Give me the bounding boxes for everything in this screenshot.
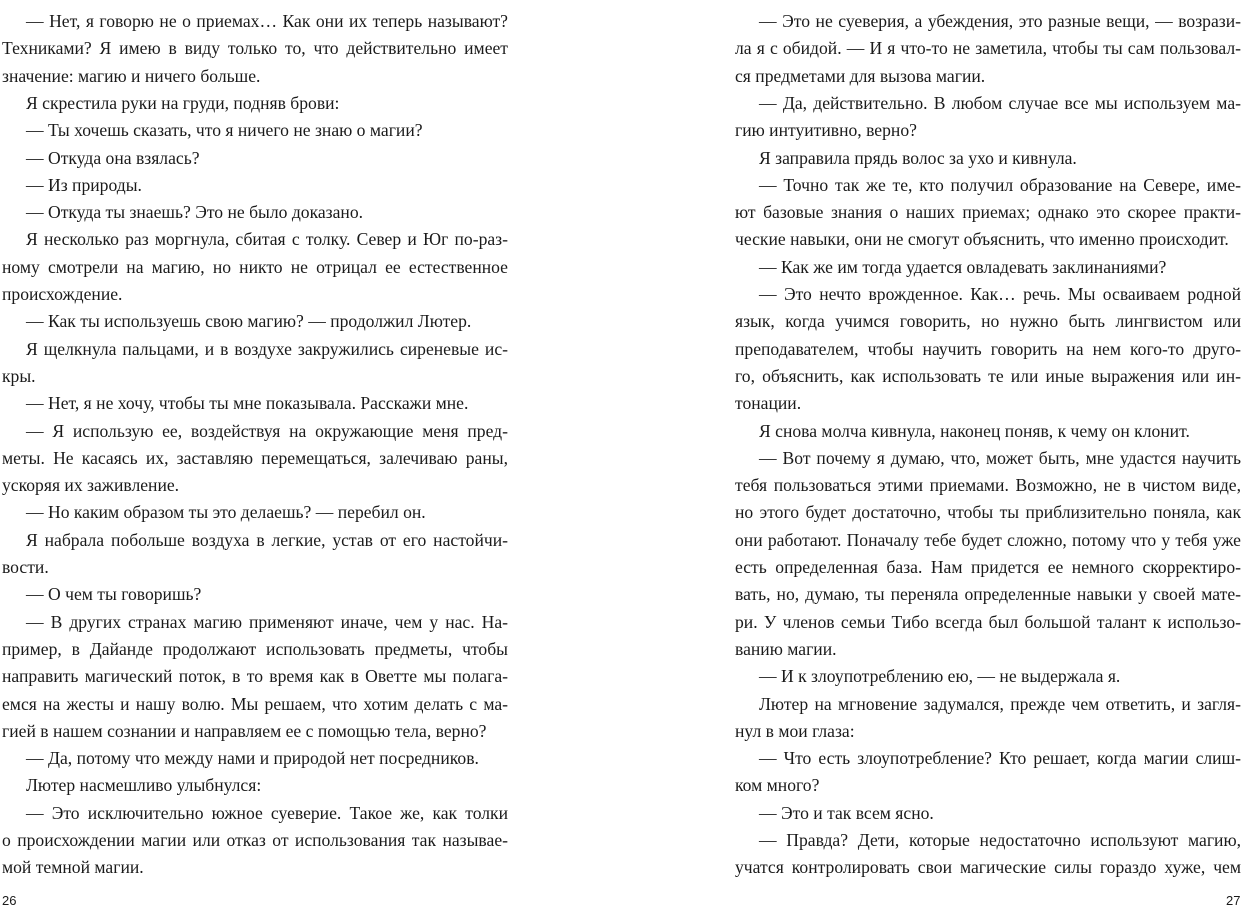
left-page-text-line: кры. (2, 365, 36, 386)
right-page-text-line: язык, когда учимся говорить, но нужно быть лингвистом или (735, 311, 1241, 332)
left-page-text-line: Техниками? Я имею в виду только то, что действительно имеет (2, 38, 508, 59)
left-page-text-line: вости. (2, 557, 49, 577)
left-page-text-line: мой темной магии. (2, 857, 144, 878)
right-page-text-line: — Как же им тогда удается овладевать заклинаниями? (759, 256, 1167, 277)
right-page-text-line: го, объяснить, как использовать те или иные выражения или ин- (735, 365, 1241, 386)
left-page-text-line: — Из природы. (26, 174, 142, 195)
right-page-text-line: ют базовые знания о наших приемах; однако это скорее практи- (735, 202, 1241, 223)
left-page-text-line: — Это исключительно южное суеверие. Такое же, как толки (26, 802, 508, 823)
right-page-text-line: — Правда? Дети, которые недостаточно используют магию, (759, 830, 1241, 850)
right-page-text-line: Я снова молча кивнула, наконец поняв, к чему он клонит. (759, 420, 1190, 441)
left-page-text-line: ускоряя их заживление. (2, 475, 180, 496)
right-page-text-line: тебя пользоваться этими приемами. Возможно, не в чистом виде, (735, 475, 1241, 496)
right-page-text-line: тонации. (735, 393, 802, 414)
left-page-text-line: — Нет, я не хочу, чтобы ты мне показывала. Расскажи мне. (26, 393, 469, 414)
left-page-text-line: — Но каким образом ты это делаешь? — перебил он. (26, 502, 426, 523)
left-page-text-line: о происхождении магии или отказ от использования так называе- (2, 830, 508, 850)
left-page-text-line: направить магический поток, в то время как в Оветте мы полага- (2, 666, 508, 687)
right-page-text-line: ла я с обидой. — И я что-то не заметила, чтобы ты сам пользовал- (735, 38, 1241, 59)
right-page-text-line: — Это и так всем ясно. (759, 802, 934, 823)
right-page (735, 0, 1241, 908)
right-page-text-line: ри. У членов семьи Тибо всегда был большой талант к использо- (735, 611, 1241, 632)
left-page-text-line: — Ты хочешь сказать, что я ничего не знаю о магии? (26, 120, 423, 141)
left-page (2, 0, 508, 908)
left-page-text-line: Я скрестила руки на груди, подняв брови: (26, 92, 340, 113)
right-page-text-line: ческие навыки, они не смогут объяснить, что именно происходит. (735, 229, 1229, 250)
right-page-text-line: гию интуитивно, верно? (735, 120, 917, 141)
right-page-text-line: преподавателем, чтобы научить говорить на нем кого-то друго- (735, 338, 1241, 359)
right-page-text-line: есть определенная база. Нам придется ее немного скорректиро- (735, 557, 1241, 577)
right-page-text-line: — Да, действительно. В любом случае все мы используем ма- (759, 92, 1241, 113)
right-page-text-line: — И к злоупотреблению ею, — не выдержала я. (759, 666, 1121, 687)
right-page-text-line: учатся контролировать свои магические силы гораздо хуже, чем (735, 857, 1241, 878)
right-page-text-line: они работают. Поначалу тебе будет сложно, потому что у тебя уже (735, 529, 1241, 550)
left-page-text-line: — Как ты используешь свою магию? — продолжил Лютер. (26, 311, 472, 332)
left-page-text-line: Я несколько раз моргнула, сбитая с толку. Север и Юг по-раз- (26, 229, 508, 250)
right-page-text-line: ком много? (735, 775, 820, 796)
page-number-left: 26 (2, 893, 17, 908)
left-page-text-line: — Откуда она взялась? (26, 147, 200, 168)
left-page-text-line: пример, в Дайанде продолжают использовать предметы, чтобы (2, 638, 508, 659)
page-number-right: 27 (1226, 893, 1241, 908)
left-page-text-line: Я набрала побольше воздуха в легкие, устав от его настойчи- (26, 529, 508, 550)
right-page-text-line: — Вот почему я думаю, что, может быть, мне удастся научить (759, 447, 1241, 468)
right-page-text-line: Лютер на мгновение задумался, прежде чем ответить, и загля- (759, 693, 1241, 714)
left-page-text-line: емся на жесты и нашу волю. Мы решаем, что хотим делать с ма- (2, 693, 508, 714)
left-page-text-line: ному смотрели на магию, но никто не отрицал ее естественное (2, 256, 508, 277)
left-page-text-line: значение: магию и ничего больше. (2, 65, 261, 86)
left-page-text-line: — В других странах магию применяют иначе, чем у нас. На- (26, 611, 508, 632)
right-page-text-line: ванию магии. (735, 638, 837, 659)
left-page-text-line: происхождение. (2, 284, 123, 304)
left-page-text-line: — Да, потому что между нами и природой нет посредников. (26, 748, 479, 769)
right-page-text-line: Я заправила прядь волос за ухо и кивнула. (759, 147, 1077, 168)
right-page-text-line: — Это нечто врожденное. Как… речь. Мы осваиваем родной (759, 284, 1241, 304)
right-page-text-line: ся предметами для вызова магии. (735, 65, 986, 86)
right-page-text-line: — Это не суеверия, а убеждения, это разные вещи, — возрази- (759, 11, 1241, 31)
right-page-text-line: нул в мои глаза: (735, 720, 855, 741)
left-page-text-line: — Нет, я говорю не о приемах… Как они их теперь называют? (26, 11, 508, 31)
left-page-text-line: — Откуда ты знаешь? Это не было доказано. (26, 202, 364, 223)
left-page-text-line: — О чем ты говоришь? (26, 584, 202, 605)
left-page-text-line: — Я использую ее, воздействуя на окружающие меня пред- (26, 420, 508, 441)
right-page-text-line: — Точно так же те, кто получил образование на Севере, име- (759, 174, 1241, 195)
left-page-text-line: гией в нашем сознании и направляем ее с помощью тела, верно? (2, 720, 487, 741)
right-page-text-line: вать, но, думаю, ты переняла определенные навыки у своей мате- (735, 584, 1241, 605)
left-page-text-line: меты. Не касаясь их, заставляю перемещаться, залечиваю раны, (2, 447, 508, 468)
left-page-text-line: Я щелкнула пальцами, и в воздухе закружились сиреневые ис- (26, 338, 508, 359)
right-page-text-line: — Что есть злоупотребление? Кто решает, когда магии слиш- (759, 748, 1241, 769)
right-page-text-line: но этого будет достаточно, чтобы ты приблизительно поняла, как (735, 502, 1241, 523)
left-page-text-line: Лютер насмешливо улыбнулся: (26, 775, 262, 796)
